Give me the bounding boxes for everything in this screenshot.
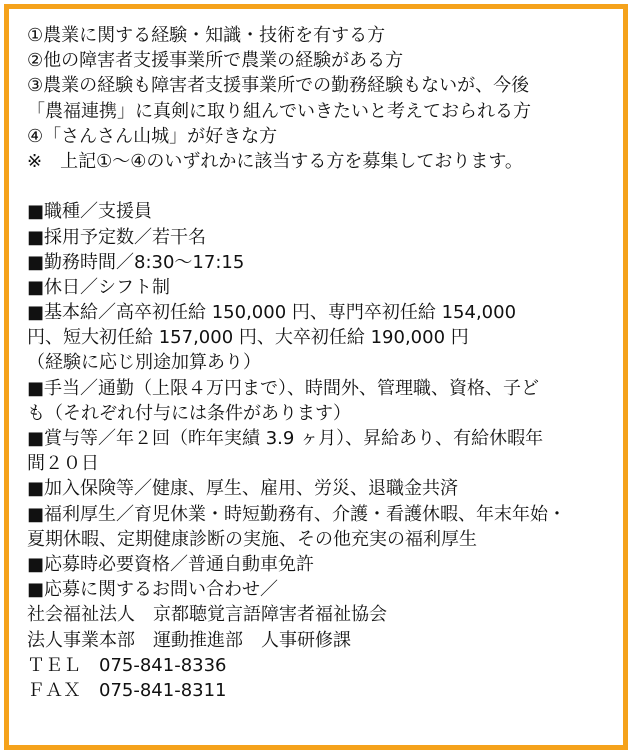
job-type: ■職種／支援員 bbox=[27, 201, 153, 223]
insurance: ■加入保険等／健康、厚生、雇用、労災、退職金共済 bbox=[27, 478, 459, 500]
allowance-line-1: ■手当／通勤（上限４万円まで）、時間外、管理職、資格、子ど bbox=[27, 377, 540, 399]
eligibility-item-4: ④「さんさん山城」が好きな方 bbox=[27, 125, 278, 147]
bonus-line-2: 間２０日 bbox=[27, 453, 99, 475]
welfare-line-1: ■福利厚生／育児休業・時短勤務有、介護・看護休暇、年末年始・ bbox=[27, 503, 567, 525]
welfare-line-2: 夏期休暇、定期健康診断の実施、その他充実の福利厚生 bbox=[27, 528, 477, 550]
eligibility-item-3-line-1: ③農業の経験も障害者支援事業所での勤務経験もないが、今後 bbox=[27, 75, 530, 97]
working-hours: ■勤務時間／8:30～17:15 bbox=[27, 251, 245, 273]
eligibility-item-1: ①農業に関する経験・知識・技術を有する方 bbox=[27, 25, 386, 46]
eligibility-item-2: ②他の障害者支援事業所で農業の経験がある方 bbox=[27, 50, 404, 72]
salary-line-2: 円、短大初任給 157,000 円、大卒初任給 190,000 円 bbox=[27, 327, 469, 349]
spacer bbox=[27, 174, 619, 199]
contact-department: 法人事業本部 運動推進部 人事研修課 bbox=[27, 629, 351, 651]
contact-fax: ＦＡＸ 075-841-8311 bbox=[27, 679, 227, 701]
notice-frame bbox=[4, 4, 628, 750]
salary-line-3: （経験に応じ別途加算あり） bbox=[27, 352, 261, 374]
contact-tel: ＴＥＬ 075-841-8336 bbox=[27, 654, 227, 676]
contact-organization: 社会福祉法人 京都聴覚言語障害者福祉協会 bbox=[27, 604, 387, 626]
inquiry-heading: ■応募に関するお問い合わせ／ bbox=[27, 579, 279, 601]
bonus-line-1: ■賞与等／年２回（昨年実績 3.9 ヶ月）、昇給あり、有給休暇年 bbox=[27, 428, 544, 449]
recruitment-notice bbox=[27, 23, 619, 703]
required-qualification: ■応募時必要資格／普通自動車免許 bbox=[27, 553, 315, 575]
salary-line-1: ■基本給／高卒初任給 150,000 円、専門卒初任給 154,000 bbox=[27, 302, 517, 324]
eligibility-note: ※ 上記①～④のいずれかに該当する方を募集しております。 bbox=[27, 150, 523, 172]
holidays: ■休日／シフト制 bbox=[27, 276, 171, 298]
headcount: ■採用予定数／若干名 bbox=[27, 226, 207, 248]
eligibility-item-3-line-2: 「農福連携」に真剣に取り組んでいきたいと考えておられる方 bbox=[27, 100, 531, 122]
allowance-line-2: も（それぞれ付与には条件があります） bbox=[27, 402, 351, 424]
